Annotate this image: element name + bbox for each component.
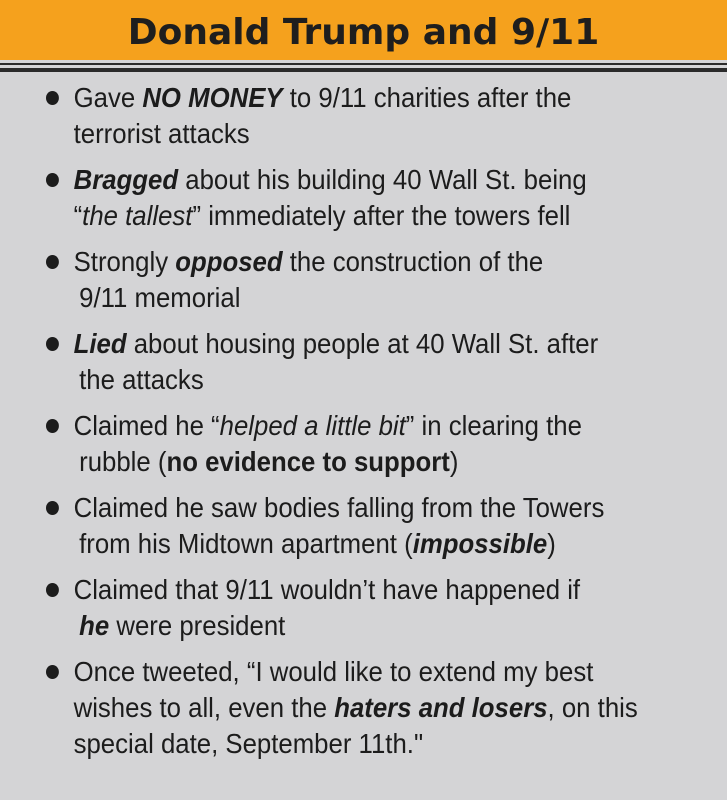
text: , on this <box>547 692 638 723</box>
emphasis: NO MONEY <box>142 82 283 113</box>
bullet-dot-icon <box>46 583 59 597</box>
bullet-dot-icon <box>46 91 59 105</box>
line <box>74 162 637 198</box>
bullet-bragged <box>0 162 644 234</box>
text: ” in clearing the <box>405 410 582 441</box>
text: Claimed that 9/11 wouldn’t have happened if <box>73 574 581 605</box>
text: Claimed he saw bodies falling from the Towers <box>73 492 605 523</box>
text: Gave <box>73 82 143 113</box>
text: to 9/11 charities after the <box>282 82 572 113</box>
text: from his Midtown apartment ( <box>79 528 413 559</box>
bullet-dot-icon <box>46 501 59 515</box>
emphasis: helped a little bit <box>219 410 406 441</box>
bullet-dot-icon <box>46 665 59 679</box>
line <box>74 690 637 726</box>
line <box>74 490 637 526</box>
line <box>74 280 637 316</box>
header-banner <box>0 0 727 60</box>
bullet-list <box>0 80 727 772</box>
text: Strongly <box>73 246 176 277</box>
line <box>74 244 637 280</box>
line <box>74 116 637 152</box>
bullet-tweet <box>0 654 644 762</box>
text: Claimed he “ <box>73 410 220 441</box>
text: Once tweeted, “I would like to extend my best <box>73 656 594 687</box>
bullet-helped <box>0 408 644 480</box>
text: 9/11 memorial <box>79 282 241 313</box>
text: were president <box>109 610 286 641</box>
emphasis: Lied <box>73 328 127 359</box>
line <box>74 572 637 608</box>
line <box>74 608 637 644</box>
line <box>74 526 637 562</box>
text: “ <box>73 200 83 231</box>
line <box>74 326 637 362</box>
bullet-dot-icon <box>46 173 59 187</box>
text: the construction of the <box>282 246 544 277</box>
line <box>74 408 637 444</box>
divider-thin <box>0 63 727 65</box>
emphasis: impossible <box>412 528 548 559</box>
text: about his building 40 Wall St. being <box>178 164 587 195</box>
text: ” immediately after the towers fell <box>192 200 571 231</box>
text: ) <box>547 528 556 559</box>
bullet-dot-icon <box>46 419 59 433</box>
bullet-president <box>0 572 644 644</box>
bullet-no-money <box>0 80 644 152</box>
line <box>74 654 637 690</box>
line <box>74 198 637 234</box>
emphasis: haters and losers <box>334 692 548 723</box>
text: terrorist attacks <box>73 118 250 149</box>
text: special date, September 11th." <box>73 728 424 759</box>
divider-thick <box>0 68 727 72</box>
emphasis: he <box>79 610 110 641</box>
bullet-dot-icon <box>46 255 59 269</box>
text: wishes to all, even the <box>73 692 335 723</box>
emphasis: opposed <box>175 246 283 277</box>
text: ) <box>449 446 459 477</box>
bullet-dot-icon <box>46 337 59 351</box>
line <box>74 726 637 762</box>
bullet-opposed <box>0 244 644 316</box>
line <box>74 444 637 480</box>
text: the attacks <box>79 364 204 395</box>
line <box>74 80 637 116</box>
emphasis: no evidence to support <box>166 446 450 477</box>
line <box>74 362 637 398</box>
emphasis: Bragged <box>73 164 179 195</box>
text: about housing people at 40 Wall St. after <box>126 328 599 359</box>
bullet-bodies <box>0 490 644 562</box>
text: rubble ( <box>79 446 167 477</box>
emphasis: the tallest <box>82 200 193 231</box>
page-title: Donald Trump and 9/11 <box>127 11 600 53</box>
bullet-lied <box>0 326 644 398</box>
